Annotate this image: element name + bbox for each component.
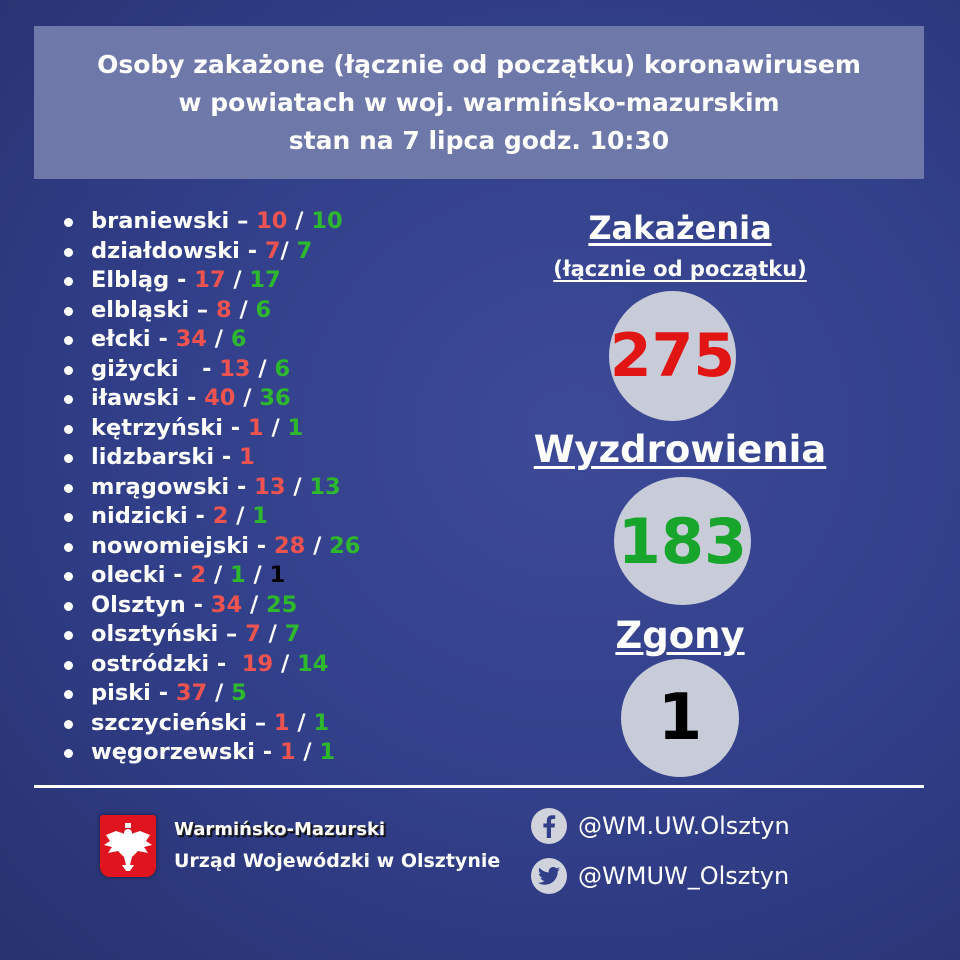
district-item bbox=[64, 325, 360, 355]
separator: / bbox=[305, 532, 330, 559]
infected-count: 17 bbox=[194, 267, 226, 293]
bullet-icon bbox=[64, 425, 73, 434]
district-item bbox=[64, 355, 360, 385]
bullet-icon bbox=[64, 307, 73, 316]
facebook-handle[interactable]: @WM.UW.Olsztyn bbox=[578, 812, 790, 840]
infections-sublabel: (łącznie od początku) bbox=[553, 257, 807, 281]
separator: / bbox=[235, 385, 260, 411]
bullet-icon bbox=[64, 218, 73, 227]
infections-total: 275 bbox=[609, 321, 736, 391]
twitter-handle[interactable]: @WMUW_Olsztyn bbox=[578, 862, 790, 890]
recovered-count: 1 bbox=[313, 709, 330, 736]
separator: - bbox=[150, 326, 176, 352]
district-item bbox=[64, 473, 360, 503]
separator: – bbox=[246, 709, 274, 736]
district-item bbox=[64, 414, 360, 444]
district-item bbox=[64, 561, 360, 591]
facebook-icon[interactable] bbox=[531, 808, 567, 844]
recovered-label: Wyzdrowienia bbox=[533, 428, 827, 471]
separator: / bbox=[285, 473, 310, 500]
district-name: mrągowski bbox=[91, 473, 230, 500]
bullet-icon bbox=[64, 366, 73, 375]
recovered-count: 1 bbox=[287, 414, 304, 441]
separator: / bbox=[250, 355, 275, 382]
separator: / bbox=[231, 296, 256, 323]
bullet-icon bbox=[64, 720, 73, 729]
recovered-count: 10 bbox=[311, 208, 343, 234]
district-item bbox=[64, 738, 360, 768]
bullet-icon bbox=[64, 277, 73, 286]
separator: / bbox=[245, 562, 270, 588]
district-list bbox=[64, 207, 360, 768]
recovered-count: 5 bbox=[231, 680, 247, 706]
infected-count: 34 bbox=[175, 326, 207, 352]
infected-count: 19 bbox=[241, 650, 274, 677]
separator: - bbox=[209, 650, 242, 677]
infected-count: 7 bbox=[264, 237, 281, 264]
title-line-2: w powiatach w woj. warmińsko-mazurskim bbox=[178, 87, 780, 117]
separator: - bbox=[187, 503, 213, 529]
district-name: piski bbox=[91, 680, 151, 706]
infected-count: 40 bbox=[204, 385, 236, 411]
separator: / bbox=[242, 591, 266, 618]
separator: - bbox=[254, 739, 280, 765]
twitter-row[interactable] bbox=[531, 858, 789, 894]
bullet-icon bbox=[64, 631, 73, 640]
deaths-label: Zgony bbox=[615, 614, 745, 657]
district-item bbox=[64, 443, 360, 473]
recovered-circle bbox=[614, 477, 751, 605]
infections-circle bbox=[609, 291, 736, 421]
separator: - bbox=[239, 237, 265, 264]
district-item bbox=[64, 591, 360, 621]
district-name: ostródzki bbox=[91, 650, 210, 677]
infected-count: 13 bbox=[219, 355, 251, 382]
infected-count: 34 bbox=[210, 591, 243, 618]
district-name: elbląski bbox=[91, 296, 190, 323]
infected-count: 1 bbox=[273, 709, 290, 736]
separator: – bbox=[189, 296, 216, 323]
district-item bbox=[64, 237, 360, 267]
infected-count: 28 bbox=[273, 532, 306, 559]
recovered-total: 183 bbox=[617, 504, 748, 578]
bullet-icon bbox=[64, 513, 73, 522]
title-line-3: stan na 7 lipca godz. 10:30 bbox=[288, 125, 670, 155]
separator: - bbox=[229, 473, 255, 500]
recovered-count: 1 bbox=[230, 562, 246, 588]
district-name: lidzbarski bbox=[91, 444, 215, 470]
district-name: olecki bbox=[91, 562, 166, 588]
recovered-count: 26 bbox=[329, 532, 361, 559]
district-item bbox=[64, 384, 360, 414]
facebook-row[interactable] bbox=[531, 808, 790, 844]
bullet-icon bbox=[64, 749, 73, 758]
recovered-count: 7 bbox=[284, 621, 301, 647]
district-name: nidzicki bbox=[91, 503, 188, 529]
separator: - bbox=[179, 385, 205, 411]
title-line-1: Osoby zakażone (łącznie od początku) koronawirusem bbox=[97, 49, 861, 79]
recovered-count: 1 bbox=[252, 503, 268, 529]
district-item bbox=[64, 709, 360, 739]
bullet-icon bbox=[64, 336, 73, 345]
polish-eagle-emblem-icon bbox=[100, 815, 156, 877]
district-name: braniewski bbox=[91, 208, 230, 234]
district-item bbox=[64, 532, 360, 562]
recovered-count: 6 bbox=[255, 296, 272, 323]
district-item bbox=[64, 650, 360, 680]
separator: – bbox=[229, 208, 257, 234]
separator: / bbox=[207, 680, 232, 706]
separator: - bbox=[169, 267, 195, 293]
infected-count: 1 bbox=[239, 444, 255, 470]
infected-count: 7 bbox=[245, 621, 261, 647]
twitter-icon[interactable] bbox=[531, 858, 567, 894]
recovered-count: 14 bbox=[297, 650, 329, 677]
bullet-icon bbox=[64, 690, 73, 699]
recovered-count: 7 bbox=[296, 237, 313, 264]
district-name: Olsztyn bbox=[91, 591, 186, 618]
district-item bbox=[64, 620, 360, 650]
bullet-icon bbox=[64, 602, 73, 611]
district-name: węgorzewski bbox=[91, 739, 255, 765]
separator: - bbox=[150, 680, 176, 706]
separator: - bbox=[185, 591, 211, 618]
separator: / bbox=[260, 621, 285, 647]
infected-count: 1 bbox=[247, 414, 264, 441]
bullet-icon bbox=[64, 454, 73, 463]
office-name-line-2: Urząd Wojewódzki w Olsztynie bbox=[174, 850, 501, 872]
district-item bbox=[64, 207, 360, 237]
district-item bbox=[64, 296, 360, 326]
infected-count: 2 bbox=[212, 503, 229, 529]
separator: / bbox=[287, 208, 312, 234]
district-item bbox=[64, 679, 360, 709]
infected-count: 13 bbox=[254, 473, 286, 500]
separator: / bbox=[263, 414, 288, 441]
separator: - bbox=[165, 562, 191, 588]
bullet-icon bbox=[64, 248, 73, 257]
office-name-line-1: Warmińsko-Mazurski bbox=[174, 819, 386, 840]
deaths-total: 1 bbox=[657, 681, 703, 755]
bullet-icon bbox=[64, 395, 73, 404]
district-name: kętrzyński bbox=[91, 414, 223, 441]
deaths-count: 1 bbox=[269, 562, 286, 588]
deaths-circle bbox=[621, 659, 739, 777]
recovered-count: 6 bbox=[274, 355, 291, 382]
separator: - bbox=[248, 532, 274, 559]
separator: / bbox=[206, 562, 231, 588]
infected-count: 1 bbox=[279, 739, 296, 765]
footer-divider bbox=[34, 785, 924, 788]
recovered-count: 13 bbox=[309, 473, 341, 500]
separator: - bbox=[214, 444, 240, 470]
infected-count: 10 bbox=[256, 208, 288, 234]
recovered-count: 1 bbox=[319, 739, 336, 765]
district-item bbox=[64, 266, 360, 296]
infections-label: Zakażenia bbox=[588, 209, 772, 247]
district-name: giżycki bbox=[91, 355, 179, 382]
separator: / bbox=[228, 503, 253, 529]
separator: / bbox=[295, 739, 320, 765]
infected-count: 8 bbox=[215, 296, 232, 323]
separator: - bbox=[222, 414, 248, 441]
separator: / bbox=[206, 326, 231, 352]
bullet-icon bbox=[64, 484, 73, 493]
separator: / bbox=[280, 237, 297, 264]
separator: – bbox=[218, 621, 246, 647]
recovered-count: 25 bbox=[266, 591, 298, 618]
bullet-icon bbox=[64, 572, 73, 581]
recovered-count: 36 bbox=[259, 385, 291, 411]
district-name: ełcki bbox=[91, 326, 151, 352]
infected-count: 37 bbox=[175, 680, 208, 706]
district-name: działdowski bbox=[91, 237, 240, 264]
separator: / bbox=[289, 709, 314, 736]
district-name: Elbląg bbox=[91, 267, 170, 293]
district-name: olsztyński bbox=[91, 621, 219, 647]
separator: - bbox=[178, 355, 220, 382]
title-box bbox=[34, 26, 924, 179]
recovered-count: 6 bbox=[230, 326, 247, 352]
bullet-icon bbox=[64, 661, 73, 670]
infected-count: 2 bbox=[190, 562, 207, 588]
district-name: szczycieński bbox=[91, 709, 247, 736]
district-name: iławski bbox=[91, 385, 180, 411]
recovered-count: 17 bbox=[249, 267, 281, 293]
separator: / bbox=[273, 650, 298, 677]
district-name: nowomiejski bbox=[91, 532, 249, 559]
bullet-icon bbox=[64, 543, 73, 552]
district-item bbox=[64, 502, 360, 532]
separator: / bbox=[225, 267, 250, 293]
